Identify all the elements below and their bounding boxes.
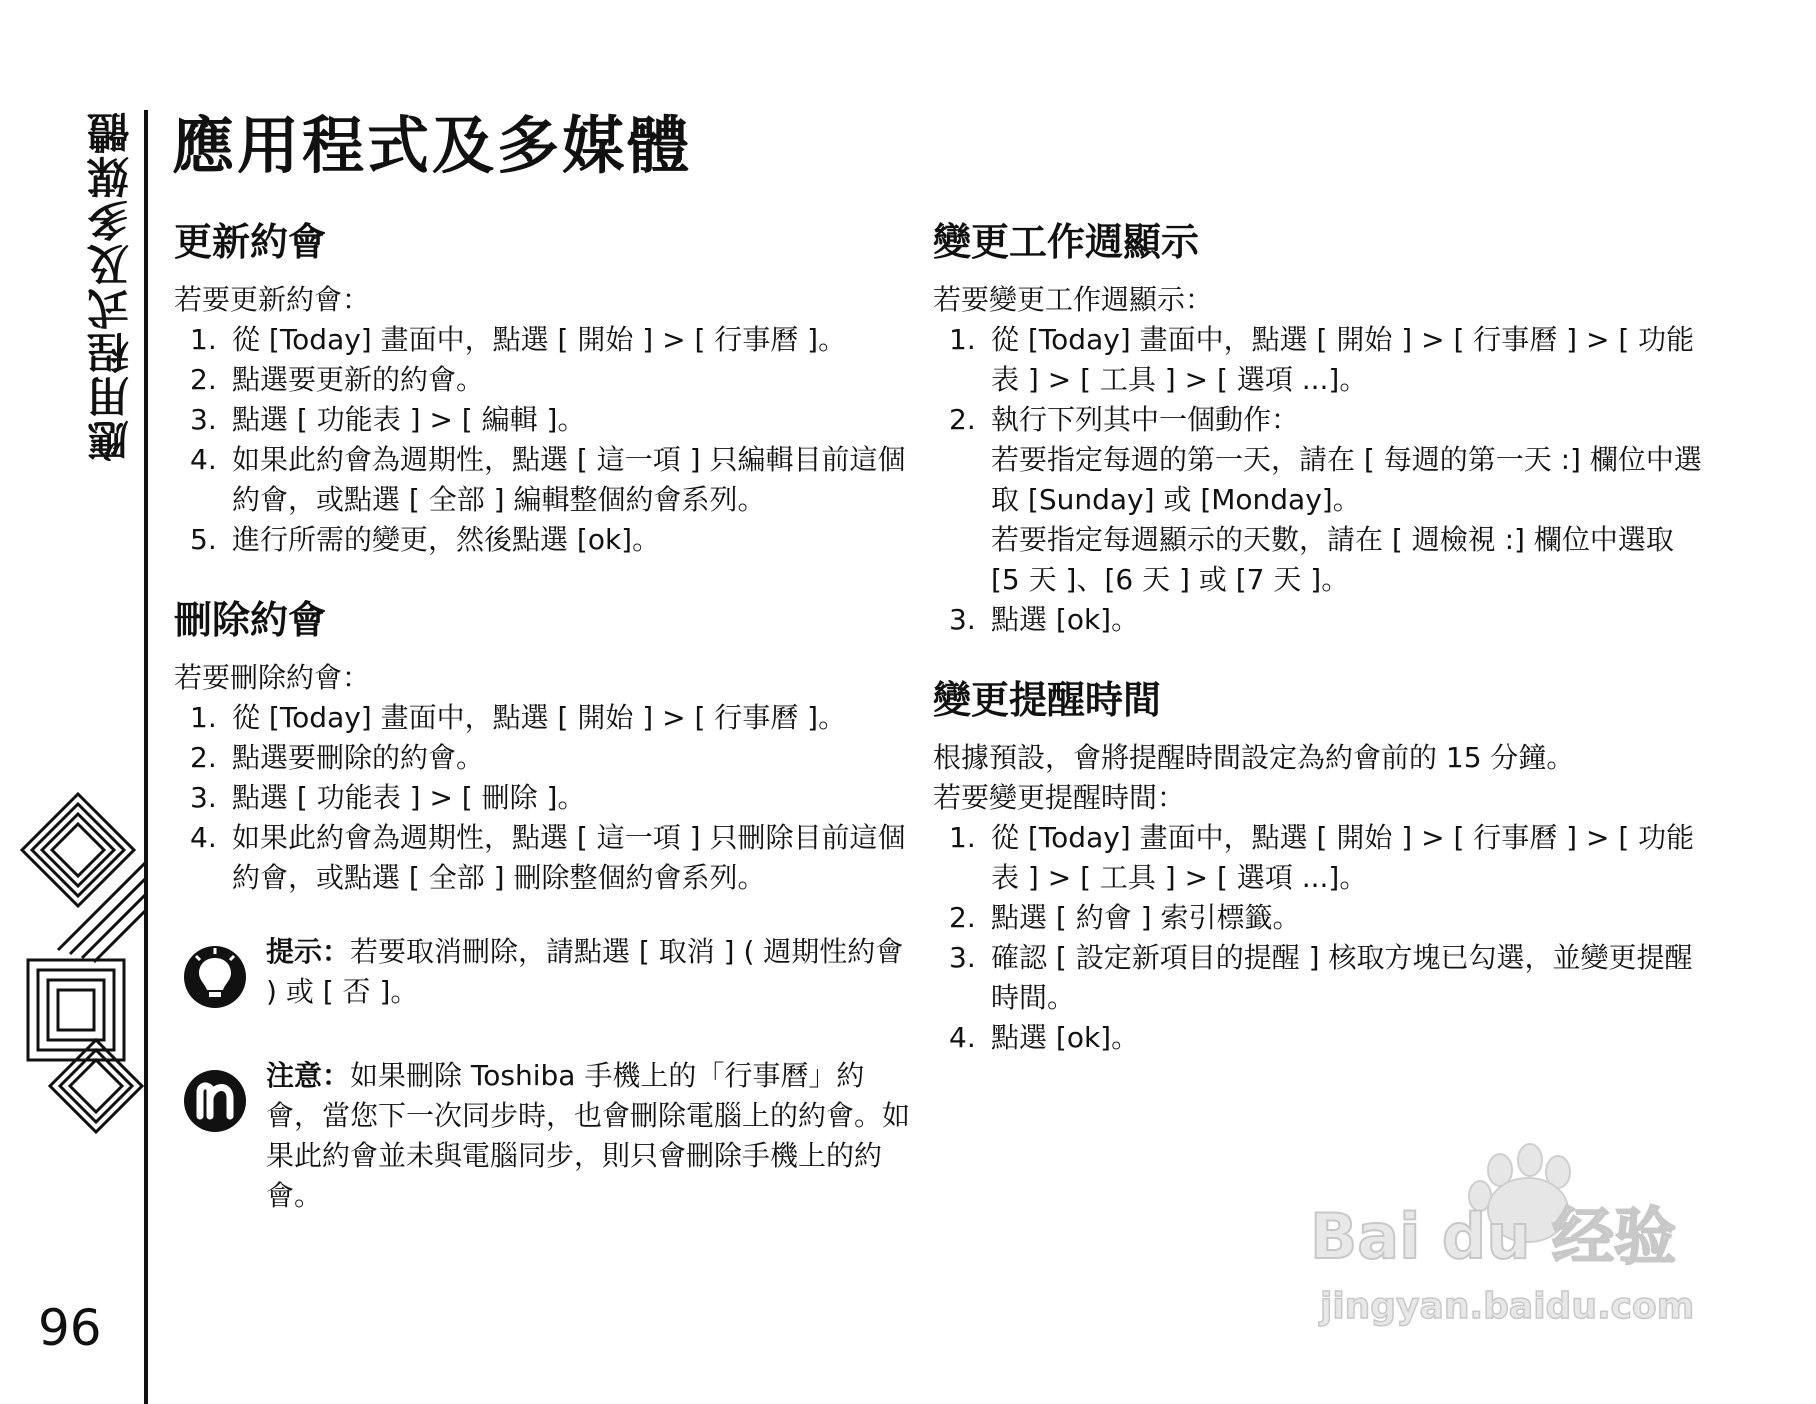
step-number: 2.	[190, 363, 217, 396]
step-text: 點選 [ 約會 ] 索引標籤。	[991, 901, 1301, 934]
step-text: 進行所需的變更，然後點選 [ok]。	[232, 523, 661, 556]
section-intro: 若要變更提醒時間：	[933, 781, 1186, 814]
step-number: 4.	[949, 1021, 976, 1054]
step-item	[933, 938, 1703, 1018]
step-number: 4.	[190, 443, 217, 476]
step-item	[174, 738, 914, 778]
section-heading: 更新約會	[174, 220, 327, 264]
caution-callout	[174, 1056, 914, 1216]
step-item	[933, 320, 1703, 400]
step-item	[174, 400, 914, 440]
step-item	[933, 400, 1703, 600]
step-text: 點選要刪除的約會。	[232, 741, 485, 774]
steps-list	[174, 698, 914, 898]
step-item	[174, 818, 914, 898]
step-text: 執行下列其中一個動作：	[991, 403, 1300, 436]
caution-text: 如果刪除 Toshiba 手機上的「行事曆」約會，當您下一次同步時，也會刪除電腦上的約會。如果此約會並未與電腦同步，則只會刪除手機上的約會。	[266, 1059, 911, 1212]
steps-list	[933, 818, 1703, 1058]
step-item	[933, 818, 1703, 898]
page-number: 96	[38, 1299, 102, 1357]
step-number: 1.	[190, 701, 217, 734]
update-appointment-section	[174, 216, 914, 560]
step-number: 3.	[190, 781, 217, 814]
step-item	[933, 600, 1703, 640]
step-number: 1.	[190, 323, 217, 356]
step-number: 1.	[949, 323, 976, 356]
step-subitem: 若要指定每週的第一天，請在 [ 每週的第一天 :] 欄位中選取 [Sunday] 或 [Monday]。	[991, 443, 1702, 516]
step-text: 從 [Today] 畫面中，點選 [ 開始 ] > [ 行事曆 ] > [ 功能表 ] > [ 工具 ] > [ 選項 ...]。	[991, 323, 1695, 396]
right-column	[933, 216, 1703, 1092]
step-number: 2.	[949, 901, 976, 934]
section-heading: 變更提醒時間	[933, 678, 1162, 722]
step-number: 3.	[190, 403, 217, 436]
step-number: 2.	[949, 403, 976, 436]
section-heading: 變更工作週顯示	[933, 220, 1200, 264]
step-number: 2.	[190, 741, 217, 774]
step-text: 點選 [ok]。	[991, 1021, 1140, 1054]
note-icon	[182, 1068, 248, 1134]
caution-label: 注意：	[266, 1059, 351, 1092]
step-text: 點選 [ 功能表 ] > [ 刪除 ]。	[232, 781, 586, 814]
left-column	[174, 216, 914, 1216]
page-title: 應用程式及多媒體	[172, 109, 693, 182]
side-divider-rule	[144, 110, 148, 1404]
step-item	[933, 1018, 1703, 1058]
step-text: 點選要更新的約會。	[232, 363, 485, 396]
section-paragraph: 根據預設，會將提醒時間設定為約會前的 15 分鐘。	[933, 741, 1575, 774]
nested-diamonds-ornament	[18, 790, 146, 1170]
step-number: 3.	[949, 603, 976, 636]
step-item	[174, 520, 914, 560]
steps-list	[933, 320, 1703, 640]
delete-appointment-section	[174, 594, 914, 898]
step-item	[933, 898, 1703, 938]
side-chapter-title: 應用程式及多媒體	[86, 110, 135, 462]
step-item	[174, 778, 914, 818]
step-number: 1.	[949, 821, 976, 854]
step-text: 點選 [ok]。	[991, 603, 1140, 636]
section-intro: 若要更新約會：	[174, 283, 371, 316]
step-text: 點選 [ 功能表 ] > [ 編輯 ]。	[232, 403, 586, 436]
step-number: 3.	[949, 941, 976, 974]
step-text: 如果此約會為週期性，點選 [ 這一項 ] 只編輯目前這個約會，或點選 [ 全部 ] 編輯整個約會系列。	[232, 443, 906, 516]
section-intro: 若要刪除約會：	[174, 661, 371, 694]
step-text: 從 [Today] 畫面中，點選 [ 開始 ] > [ 行事曆 ]。	[232, 701, 847, 734]
lightbulb-icon	[182, 944, 248, 1010]
step-subitem: 若要指定每週顯示的天數，請在 [ 週檢視 :] 欄位中選取 [5 天 ]、[6 天 ] 或 [7 天 ]。	[991, 523, 1674, 596]
tip-text: 若要取消刪除，請點選 [ 取消 ] ( 週期性約會 ) 或 [ 否 ]。	[266, 935, 904, 1008]
step-number: 4.	[190, 821, 217, 854]
step-item	[174, 698, 914, 738]
steps-list	[174, 320, 914, 560]
section-intro: 若要變更工作週顯示：	[933, 283, 1214, 316]
step-number: 5.	[190, 523, 217, 556]
watermark-url: jingyan.baidu.com	[1320, 1286, 1695, 1327]
baidu-jingyan-watermark	[1300, 1140, 1770, 1340]
watermark-logo-text: Bai du 经验	[1310, 1200, 1677, 1273]
step-text: 確認 [ 設定新項目的提醒 ] 核取方塊已勾選，並變更提醒時間。	[991, 941, 1693, 1014]
step-text: 從 [Today] 畫面中，點選 [ 開始 ] > [ 行事曆 ]。	[232, 323, 847, 356]
step-item	[174, 320, 914, 360]
step-text: 如果此約會為週期性，點選 [ 這一項 ] 只刪除目前這個約會，或點選 [ 全部 ] 刪除整個約會系列。	[232, 821, 906, 894]
tip-label: 提示：	[266, 935, 351, 968]
section-heading: 刪除約會	[174, 598, 327, 642]
tip-callout	[174, 932, 914, 1012]
workweek-display-section	[933, 216, 1703, 640]
step-text: 從 [Today] 畫面中，點選 [ 開始 ] > [ 行事曆 ] > [ 功能表 ] > [ 工具 ] > [ 選項 ...]。	[991, 821, 1695, 894]
step-item	[174, 440, 914, 520]
reminder-time-section	[933, 674, 1703, 1058]
step-item	[174, 360, 914, 400]
